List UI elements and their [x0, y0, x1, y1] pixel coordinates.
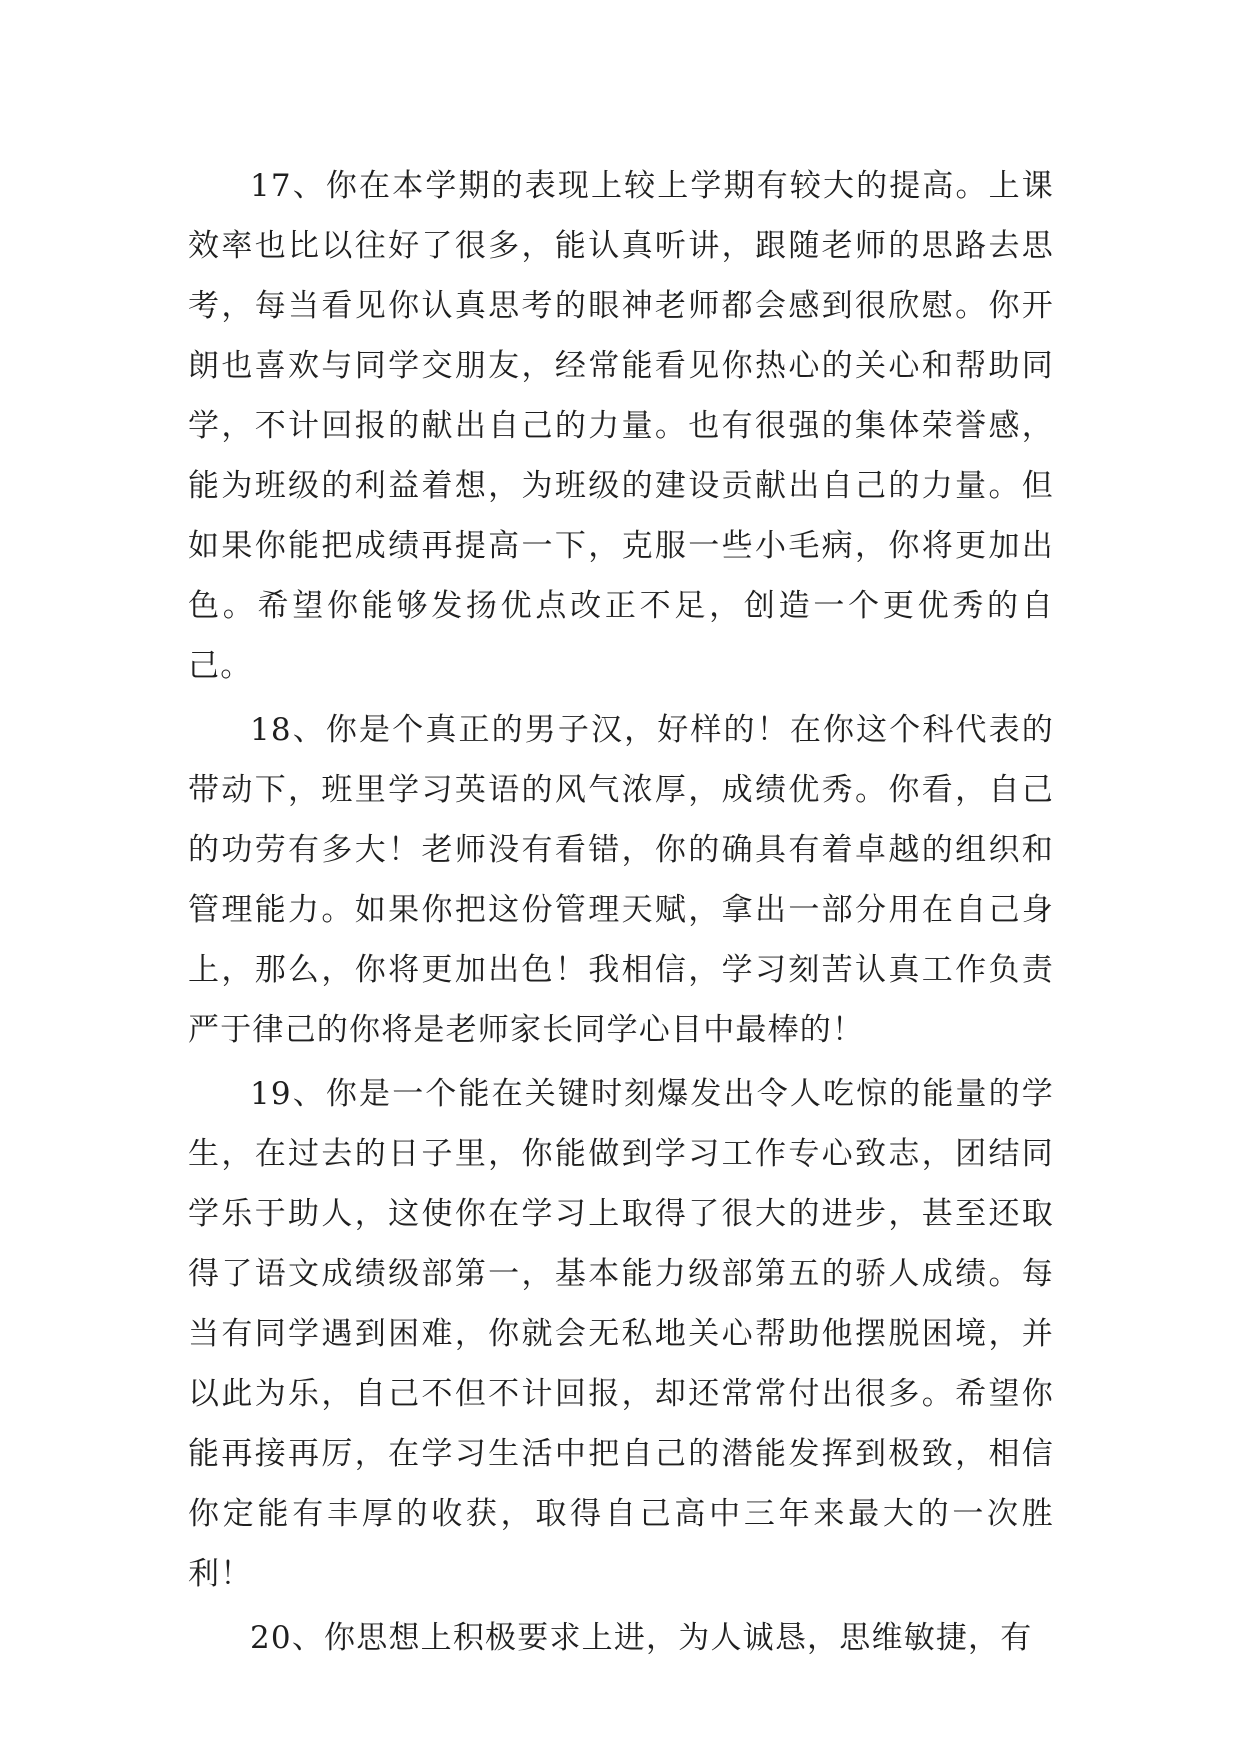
paragraph-17: 17、你在本学期的表现上较上学期有较大的提高。上课效率也比以往好了很多，能认真听讲，跟随老师的思路去思考，每当看见你认真思考的眼神老师都会感到很欣慰。你开朗也喜欢与同学交朋友，经常能看见你热心的关心和帮助同学，不计回报的献出自己的力量。也有很强的集体荣誉感，能为班级的利益着想，为班级的建设贡献出自己的力量。但如果你能把成绩再提高一下，克服一些小毛病，你将更加出色。希望你能够发扬优点改正不足，创造一个更优秀的自己。 — [188, 168, 1054, 684]
paragraph-20: 20、你思想上积极要求上进，为人诚恳，思维敏捷，有 — [250, 1620, 1033, 1656]
paragraph-18: 18、你是个真正的男子汉，好样的！在你这个科代表的带动下，班里学习英语的风气浓厚，成绩优秀。你看，自己的功劳有多大！老师没有看错，你的确具有着卓越的组织和管理能力。如果你把这份管理天赋，拿出一部分用在自己身上，那么，你将更加出色！我相信，学习刻苦认真工作负责严于律己的你将是老师家长同学心目中最棒的！ — [188, 712, 1054, 1048]
document-body — [188, 156, 1054, 1672]
paragraph-19: 19、你是一个能在关键时刻爆发出令人吃惊的能量的学生，在过去的日子里，你能做到学习工作专心致志，团结同学乐于助人，这使你在学习上取得了很大的进步，甚至还取得了语文成绩级部第一，基本能力级部第五的骄人成绩。每当有同学遇到困难，你就会无私地关心帮助他摆脱困境，并以此为乐，自己不但不计回报，却还常常付出很多。希望你能再接再厉，在学习生活中把自己的潜能发挥到极致，相信你定能有丰厚的收获，取得自己高中三年来最大的一次胜利！ — [188, 1076, 1054, 1592]
